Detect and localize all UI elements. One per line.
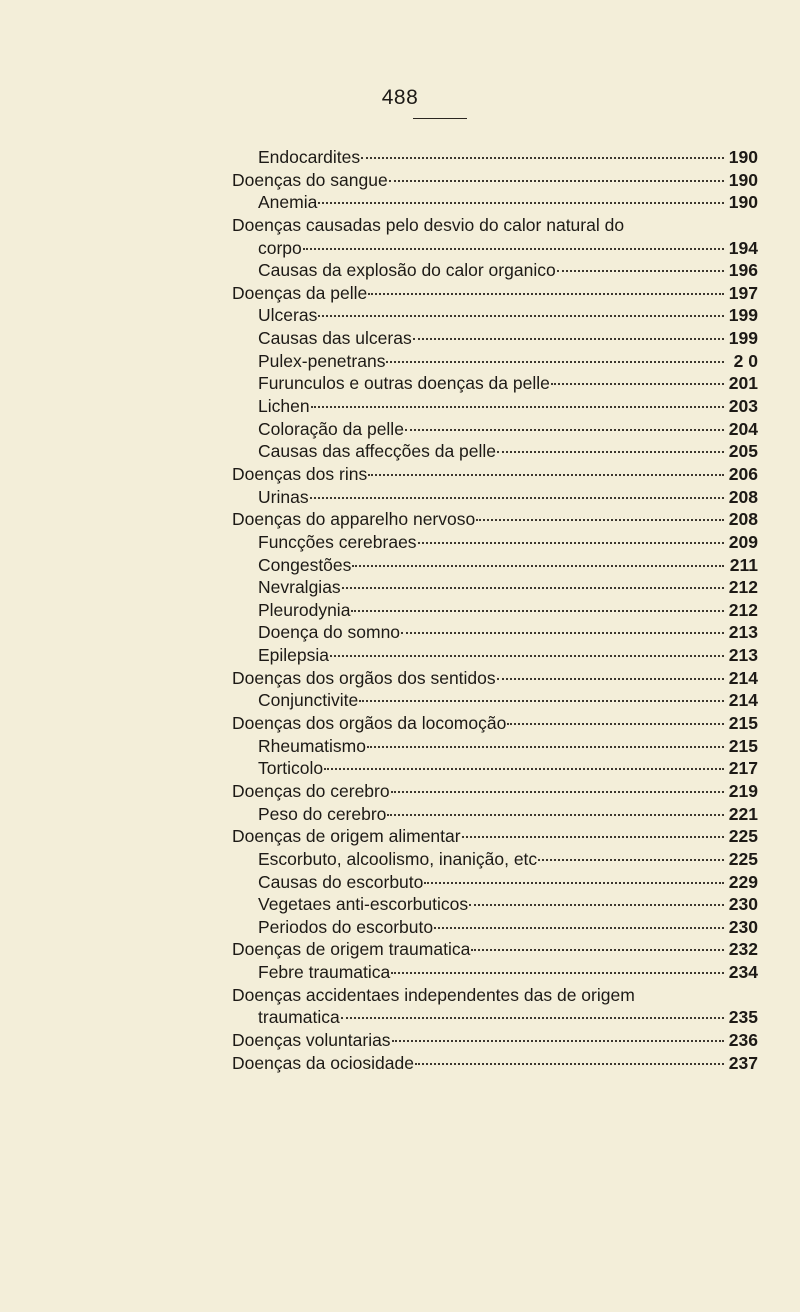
toc-page-number: 194 [728, 237, 758, 258]
toc-entry [232, 146, 758, 169]
dot-leader [367, 746, 724, 748]
dot-leader [405, 429, 724, 431]
toc-entry [232, 961, 758, 984]
toc-page-number: 232 [728, 939, 758, 960]
toc-entry [232, 395, 758, 418]
page-number-underline [413, 118, 467, 119]
dot-leader [361, 157, 724, 159]
toc-page-number: 196 [728, 260, 758, 281]
toc-entry-continuation [232, 1006, 758, 1029]
toc-entry-title: Causas do escorbuto [258, 871, 424, 892]
toc-entry-title: Epilepsia [258, 645, 330, 666]
toc-entry-title: Doenças dos orgãos dos sentidos [232, 667, 496, 688]
toc-entry-title: Febre traumatica [258, 962, 391, 983]
toc-page-number: 214 [728, 690, 758, 711]
toc-entry [232, 667, 758, 690]
toc-page-number: 217 [728, 758, 758, 779]
toc-entry-title: Doença do somno [258, 622, 401, 643]
dot-leader [462, 836, 724, 838]
dot-leader [342, 587, 724, 589]
toc-entry [232, 848, 758, 871]
dot-leader [413, 338, 724, 340]
toc-entry-title: Lichen [258, 396, 310, 417]
dot-leader [310, 497, 724, 499]
toc-entry-title: Ulceras [258, 305, 318, 326]
dot-leader [324, 768, 724, 770]
toc-page-number: 209 [728, 531, 758, 552]
table-of-contents [232, 146, 758, 1074]
toc-entry [232, 350, 758, 373]
dot-leader [497, 451, 724, 453]
toc-page-number: 219 [728, 780, 758, 801]
dot-leader [389, 180, 724, 182]
toc-entry-title: Rheumatismo [258, 735, 366, 756]
dot-leader [551, 383, 724, 385]
toc-page-number: 212 [728, 599, 758, 620]
toc-entry [232, 214, 758, 237]
dot-leader [469, 904, 724, 906]
toc-entry-title: Urinas [258, 486, 309, 507]
toc-entry [232, 191, 758, 214]
toc-entry-title: Endocardites [258, 147, 361, 167]
dot-leader [391, 972, 724, 974]
dot-leader [415, 1063, 724, 1065]
toc-entry-title: Anemia [258, 192, 318, 213]
toc-entry [232, 327, 758, 350]
toc-page-number: 213 [728, 645, 758, 666]
toc-entry [232, 508, 758, 531]
toc-page-number: 205 [728, 441, 758, 462]
toc-entry-title: Doenças dos orgãos da locomoção [232, 713, 507, 734]
toc-entry-title: Pulex-penetrans [258, 350, 386, 371]
toc-page-number: 2 0 [733, 350, 758, 371]
dot-leader [538, 859, 724, 861]
toc-entry [232, 735, 758, 758]
toc-entry [232, 304, 758, 327]
toc-page-number: 236 [728, 1029, 758, 1050]
toc-entry [232, 712, 758, 735]
page-number: 488 [381, 86, 419, 109]
toc-page-number: 230 [728, 916, 758, 937]
toc-entry [232, 803, 758, 826]
toc-page-number: 230 [728, 894, 758, 915]
toc-entry-title: Furunculos e outras doenças da pelle [258, 373, 550, 394]
toc-entry [232, 486, 758, 509]
toc-entry-title: Doenças causadas pelo desvio do calor natural do [232, 214, 625, 235]
toc-entry-title: Doenças da ociosidade [232, 1052, 414, 1073]
toc-page-number: 203 [728, 396, 758, 417]
toc-entry [232, 440, 758, 463]
toc-entry-title: Escorbuto, alcoolismo, inanição, etc [258, 848, 538, 869]
toc-entry-title: Causas das ulceras [258, 328, 412, 349]
toc-entry-title: Coloração da pelle [258, 418, 404, 439]
toc-page-number: 190 [728, 147, 758, 167]
toc-entry [232, 938, 758, 961]
toc-entry-title: Nevralgias [258, 577, 341, 598]
dot-leader [368, 474, 724, 476]
toc-entry-title: Causas das affecções da pelle [258, 441, 497, 462]
toc-entry [232, 757, 758, 780]
toc-entry [232, 893, 758, 916]
toc-entry-title: Torticolo [258, 758, 324, 779]
toc-entry [232, 621, 758, 644]
dot-leader [330, 655, 724, 657]
toc-entry [232, 169, 758, 192]
toc-entry-title-continuation: traumatica [258, 1007, 340, 1028]
toc-page-number: 235 [728, 1007, 758, 1028]
toc-page-number: 225 [728, 826, 758, 847]
toc-page-number: 211 [729, 554, 758, 575]
toc-page-number: 221 [728, 803, 758, 824]
toc-page-number: 199 [728, 305, 758, 326]
dot-leader [311, 406, 724, 408]
toc-entry [232, 871, 758, 894]
toc-page-number: 229 [728, 871, 758, 892]
toc-page-number: 199 [728, 328, 758, 349]
toc-entry [232, 689, 758, 712]
toc-page-number: 206 [728, 463, 758, 484]
dot-leader [471, 949, 724, 951]
toc-page-number: 197 [728, 282, 758, 303]
toc-entry-title: Doenças accidentaes independentes das de origem [232, 984, 635, 1005]
dot-leader [341, 1017, 724, 1019]
toc-entry-title: Doenças de origem traumatica [232, 939, 471, 960]
toc-entry-continuation [232, 237, 758, 260]
toc-page-number: 215 [728, 735, 758, 756]
toc-entry-title: Doenças do cerebro [232, 780, 390, 801]
dot-leader [368, 293, 724, 295]
toc-entry [232, 576, 758, 599]
toc-page-number: 237 [728, 1052, 758, 1073]
toc-page-number: 190 [728, 192, 758, 213]
dot-leader [476, 519, 724, 521]
toc-entry-title: Pleurodynia [258, 599, 351, 620]
dot-leader [318, 202, 724, 204]
dot-leader [424, 882, 724, 884]
toc-entry [232, 825, 758, 848]
toc-entry-title: Funcções cerebraes [258, 531, 417, 552]
toc-entry-title: Periodos do escorbuto [258, 916, 434, 937]
toc-page-number: 201 [728, 373, 758, 394]
toc-entry-title: Doenças do sangue [232, 169, 388, 190]
toc-entry-title: Doenças do apparelho nervoso [232, 509, 476, 530]
toc-entry [232, 531, 758, 554]
toc-page-number: 204 [728, 418, 758, 439]
toc-page-number: 190 [728, 169, 758, 190]
toc-page-number: 214 [728, 667, 758, 688]
toc-entry [232, 984, 758, 1007]
dot-leader [303, 248, 724, 250]
toc-entry [232, 463, 758, 486]
toc-entry [232, 1029, 758, 1052]
toc-entry [232, 916, 758, 939]
dot-leader [557, 270, 724, 272]
toc-entry [232, 780, 758, 803]
dot-leader [359, 700, 724, 702]
toc-entry-title: Congestões [258, 554, 352, 575]
dot-leader [351, 610, 724, 612]
dot-leader [387, 814, 724, 816]
toc-page-number: 234 [728, 962, 758, 983]
toc-page-number: 225 [728, 848, 758, 869]
toc-entry [232, 282, 758, 305]
dot-leader [392, 1040, 724, 1042]
dot-leader [434, 927, 724, 929]
toc-entry-title: Doenças dos rins [232, 463, 368, 484]
toc-entry-title: Conjunctivite [258, 690, 359, 711]
toc-entry [232, 554, 758, 577]
toc-entry-title: Peso do cerebro [258, 803, 387, 824]
toc-page-number: 213 [728, 622, 758, 643]
dot-leader [401, 632, 724, 634]
toc-entry [232, 418, 758, 441]
toc-page-number: 215 [728, 713, 758, 734]
toc-entry [232, 259, 758, 282]
toc-page-number: 208 [728, 509, 758, 530]
toc-page-number: 208 [728, 486, 758, 507]
toc-entry-title: Doenças voluntarias [232, 1029, 391, 1050]
toc-entry-title-continuation: corpo [258, 237, 302, 258]
toc-entry [232, 599, 758, 622]
dot-leader [497, 678, 724, 680]
dot-leader [418, 542, 724, 544]
dot-leader [318, 315, 724, 317]
toc-entry-title: Doenças da pelle [232, 282, 368, 303]
dot-leader [391, 791, 724, 793]
dot-leader [386, 361, 724, 363]
toc-entry [232, 372, 758, 395]
toc-page-number: 212 [728, 577, 758, 598]
toc-entry-title: Doenças de origem alimentar [232, 826, 461, 847]
toc-entry-title: Vegetaes anti-escorbuticos [258, 894, 469, 915]
dot-leader [352, 565, 724, 567]
toc-entry [232, 1052, 758, 1075]
toc-entry-title: Causas da explosão do calor organico [258, 260, 556, 281]
dot-leader [507, 723, 724, 725]
toc-entry [232, 644, 758, 667]
